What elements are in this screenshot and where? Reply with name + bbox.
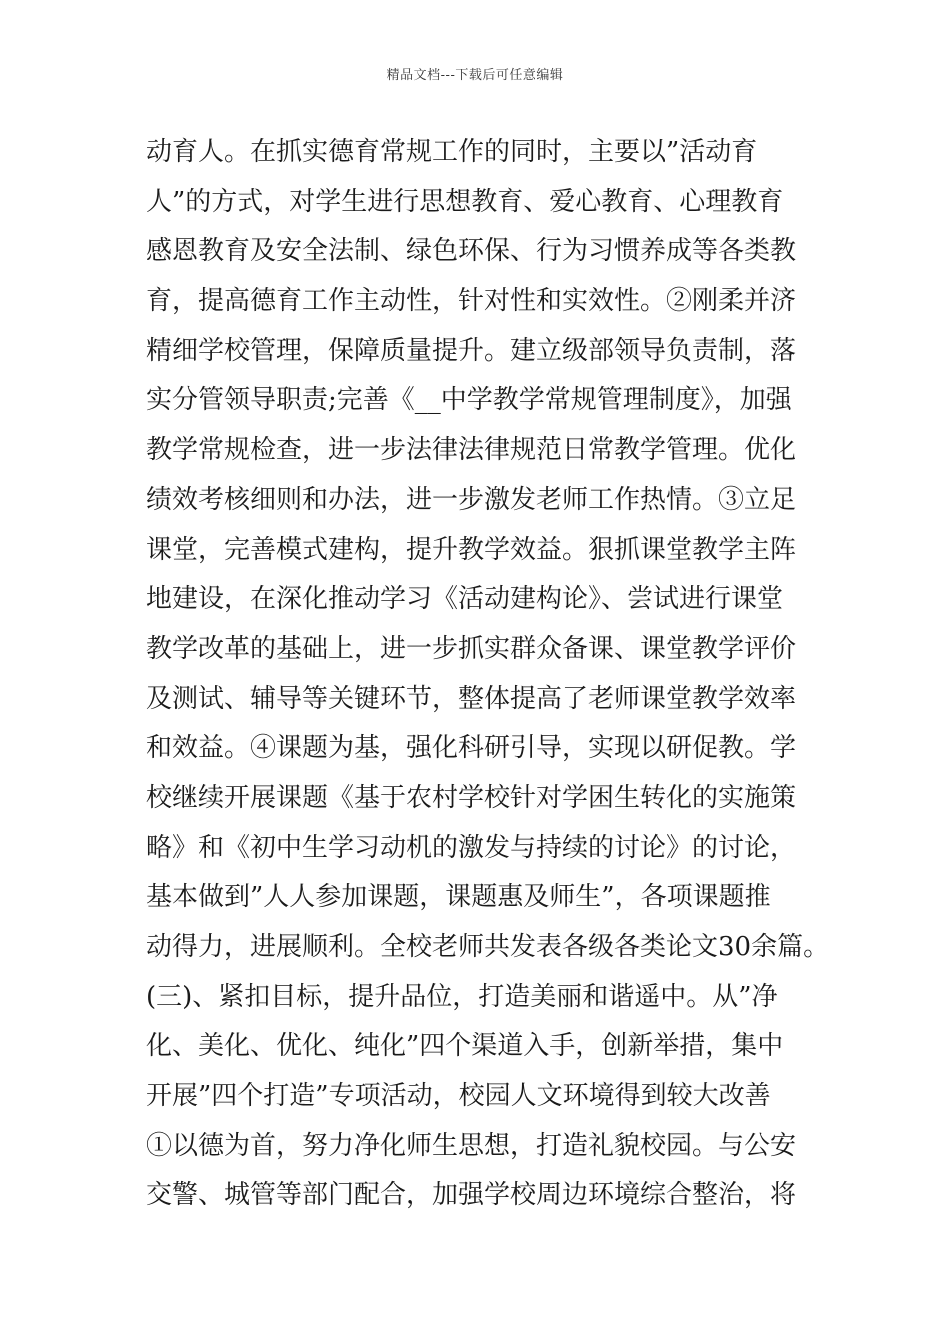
text-line: 校继续开展课题《基于农村学校针对学困生转化的实施策	[146, 782, 797, 813]
text-line: ①以德为首，努力净化师生思想，打造礼貌校园。与公安	[146, 1130, 797, 1161]
text-line: 精细学校管理，保障质量提升。建立级部领导负责制，落	[146, 335, 797, 366]
text-line: 和效益。④课题为基，强化科研引导，实现以研促教。学	[146, 733, 797, 764]
text-line: (三)、紧扣目标，提升品位，打造美丽和谐遥中。从”净	[146, 981, 778, 1012]
text-line: 基本做到”人人参加课题，课题惠及师生”，各项课题推	[146, 882, 771, 913]
text-line: 感恩教育及安全法制、绿色环保、行为习惯养成等各类教	[146, 236, 797, 267]
page-header: 精品文档---下载后可任意编辑	[386, 68, 564, 83]
text-line: 绩效考核细则和办法，进一步激发老师工作热情。③立足	[146, 484, 797, 515]
text-line: 课堂，完善模式建构，提升教学效益。狠抓课堂教学主阵	[146, 534, 797, 565]
text-line: 实分管领导职责;完善《__中学教学常规管理制度》，加强	[146, 385, 792, 416]
document-body	[146, 128, 830, 1221]
text-line: 地建设，在深化推动学习《活动建构论》、尝试进行课堂	[146, 584, 784, 615]
text-line: 开展”四个打造”专项活动，校园人文环境得到较大改善	[146, 1081, 771, 1112]
text-line: 动育人。在抓实德育常规工作的同时，主要以”活动育	[146, 137, 758, 167]
text-line: 育，提高德育工作主动性，针对性和实效性。②刚柔并济	[146, 286, 797, 317]
text-line: 教学改革的基础上，进一步抓实群众备课、课堂教学评价	[146, 633, 797, 664]
text-line: 人”的方式，对学生进行思想教育、爱心教育、心理教育	[146, 186, 784, 217]
text-line: 教学常规检查，进一步法律法律规范日常教学管理。优化	[146, 435, 797, 466]
text-line: 略》和《初中生学习动机的激发与持续的讨论》的讨论，	[146, 832, 797, 863]
text-line: 化、美化、优化、纯化”四个渠道入手，创新举措，集中	[146, 1031, 784, 1062]
text-line: 交警、城管等部门配合，加强学校周边环境综合整治，将	[146, 1180, 797, 1211]
text-line: 动得力，进展顺利。全校老师共发表各级各类论文30余篇。	[146, 932, 830, 962]
text-line: 及测试、辅导等关键环节，整体提高了老师课堂教学效率	[146, 683, 797, 714]
